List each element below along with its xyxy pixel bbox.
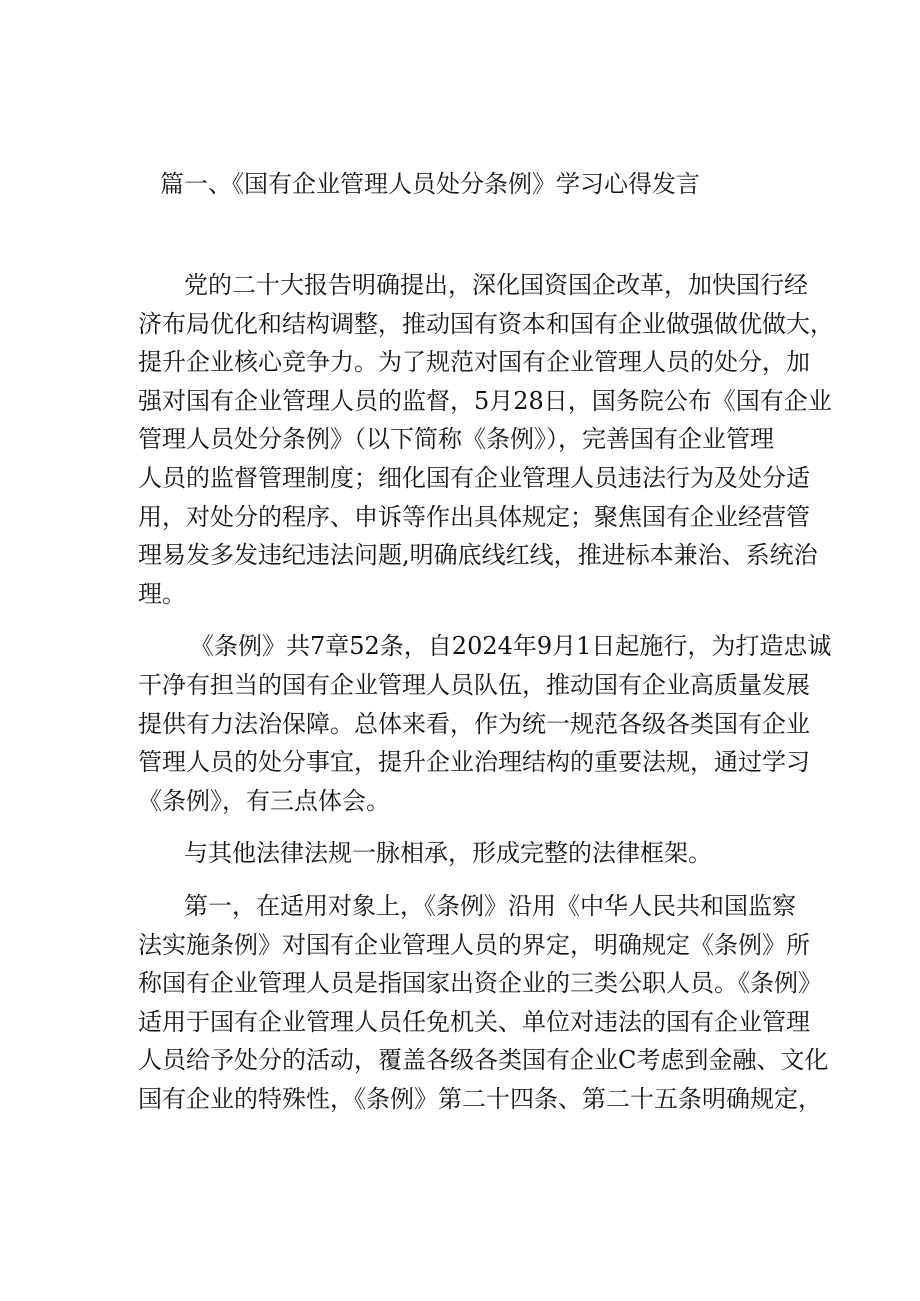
- paragraph-3: [138, 834, 788, 873]
- document-title: 篇一、《国有企业管理人员处分条例》学习心得发言: [160, 170, 700, 198]
- paragraph-4: [138, 887, 829, 1119]
- text-line: 适用于国有企业管理人员任免机关、单位对违法的国有企业管理: [138, 1007, 810, 1036]
- text-line: 理。: [138, 579, 186, 608]
- text-line: 人员给予处分的活动，覆盖各级各类国有企业C考虑到金融、文化: [138, 1046, 829, 1075]
- text-line: 第一，在适用对象上，《条例》沿用《中华人民共和国监察: [184, 891, 796, 920]
- text-line: 称国有企业管理人员是指国家出资企业的三类公职人员。《条例》: [138, 969, 822, 998]
- paragraph-2: [138, 627, 832, 820]
- text-line: 管理人员的处分事宜，提升企业治理结构的重要法规，通过学习: [138, 748, 810, 777]
- text-line: 国有企业的特殊性，《条例》第二十四条、第二十五条明确规定，: [138, 1084, 822, 1113]
- text-line: 党的二十大报告明确提出，深化国资国企改革，加快国行经: [184, 271, 808, 299]
- text-line: 提升企业核心竞争力。为了规范对国有企业管理人员的处分，加: [138, 348, 810, 377]
- paragraph-1: [138, 266, 834, 613]
- text-line: 强对国有企业管理人员的监督，5月28日，国务院公布《国有企业: [138, 386, 832, 415]
- text-line: 用，对处分的程序、申诉等作出具体规定；聚焦国有企业经营管: [138, 502, 810, 531]
- text-line: 与其他法律法规一脉相承，形成完整的法律框架。: [184, 839, 712, 868]
- text-line: 理易发多发违纪违法问题,明确底线红线，推进标本兼治、系统治: [138, 541, 818, 570]
- document-body: [138, 266, 834, 1118]
- text-line: 干净有担当的国有企业管理人员队伍，推动国有企业高质量发展: [138, 670, 810, 699]
- text-line: 管理人员处分条例》（以下简称《条例》），完善国有企业管理: [138, 425, 774, 454]
- text-line: 法实施条例》对国有企业管理人员的界定，明确规定《条例》所: [138, 930, 810, 959]
- text-line: 提供有力法治保障。总体来看，作为统一规范各级各类国有企业: [138, 709, 810, 738]
- text-line: 人员的监督管理制度；细化国有企业管理人员违法行为及处分适: [138, 463, 810, 492]
- text-line: 《条例》，有三点体会。: [138, 786, 390, 815]
- text-line: 《条例》共7章52条，自2024年9月1日起施行，为打造忠诚: [190, 632, 832, 661]
- text-line: 济布局优化和结构调整，推动国有资本和国有企业做强做优做大，: [138, 309, 834, 338]
